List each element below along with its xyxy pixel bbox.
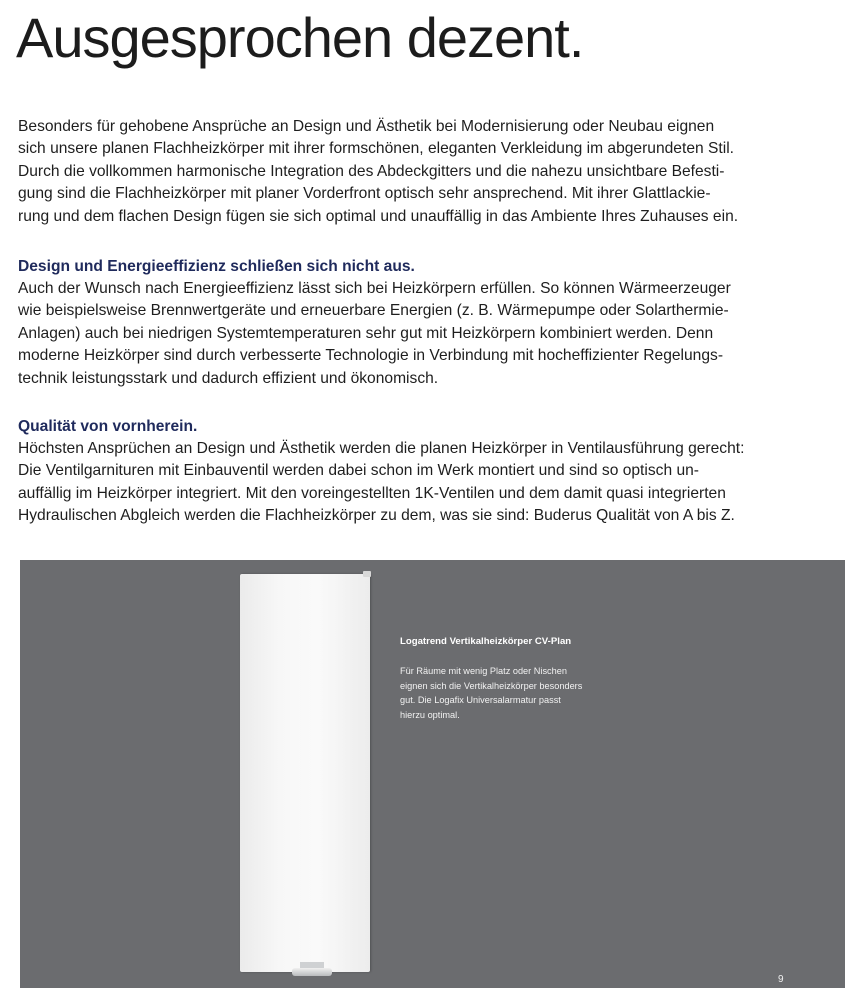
product-line: gut. Die Logafix Universalarmatur passt xyxy=(400,695,561,705)
product-description xyxy=(400,664,635,722)
product-line: Für Räume mit wenig Platz oder Nischen xyxy=(400,666,567,676)
section-paragraph-quality xyxy=(18,438,850,528)
intro-line: sich unsere planen Flachheizkörper mit ihrer formschönen, eleganten Verkleidung im abgerundeten Stil. xyxy=(18,140,734,158)
page-title: Ausgesprochen dezent. xyxy=(16,6,584,69)
intro-line: rung und dem flachen Design fügen sie sich optimal und unauffällig in das Ambiente Ihres Zuhauses ein. xyxy=(18,207,739,225)
section-line: Höchsten Ansprüchen an Design und Ästhetik werden die planen Heizkörper in Ventilausführung gerecht: xyxy=(18,440,745,457)
product-line: hierzu optimal. xyxy=(400,709,460,720)
section-line: wie beispielsweise Brennwertgeräte und erneuerbare Energien (z. B. Wärmepumpe oder Solarthermie- xyxy=(18,302,729,320)
intro-line: Besonders für gehobene Ansprüche an Design und Ästhetik bei Modernisierung oder Neubau eignen xyxy=(18,118,715,135)
valve-body xyxy=(292,968,332,976)
section-line: technik leistungsstark und dadurch effizient und ökonomisch. xyxy=(18,369,439,387)
section-line: Auch der Wunsch nach Energieeffizienz lässt sich bei Heizkörpern erfüllen. So können Wärmeerzeuger xyxy=(18,280,731,297)
radiator-bracket xyxy=(363,571,371,577)
intro-line: gung sind die Flachheizkörper mit planer Vorderfront optisch sehr ansprechend. Mit ihrer Glattlackie- xyxy=(18,185,711,203)
section-line: moderne Heizkörper sind durch verbesserte Technologie in Verbindung mit hocheffizienter Regelungs- xyxy=(18,347,724,365)
section-heading-quality: Qualität von vornherein. xyxy=(18,418,198,435)
product-image-panel xyxy=(20,560,845,988)
product-line: eignen sich die Vertikalheizkörper besonders xyxy=(400,680,583,691)
section-paragraph-design xyxy=(18,278,850,390)
section-heading-design: Design und Energieeffizienz schließen sich nicht aus. xyxy=(18,258,415,275)
valve-fitting xyxy=(292,962,332,976)
product-title: Logatrend Vertikalheizkörper CV-Plan xyxy=(400,636,572,647)
section-line: Hydraulischen Abgleich werden die Flachheizkörper zu dem, was sie sind: Buderus Qualität von A bis Z. xyxy=(18,507,735,525)
intro-paragraph xyxy=(18,116,850,228)
page-number: 9 xyxy=(778,974,784,985)
section-line: Die Ventilgarnituren mit Einbauventil werden dabei schon im Werk montiert und sind so optisch un- xyxy=(18,462,699,480)
radiator-image xyxy=(240,574,370,972)
section-line: Anlagen) auch bei niedrigen Systemtemperaturen sehr gut mit Heizkörpern kombiniert werden. Denn xyxy=(18,324,714,342)
section-line: auffällig im Heizkörper integriert. Mit den voreingestellten 1K-Ventilen und dem damit quasi integrierten xyxy=(18,484,726,502)
intro-line: Durch die vollkommen harmonische Integration des Abdeckgitters und die nahezu unsichtbare Befesti- xyxy=(18,162,725,180)
